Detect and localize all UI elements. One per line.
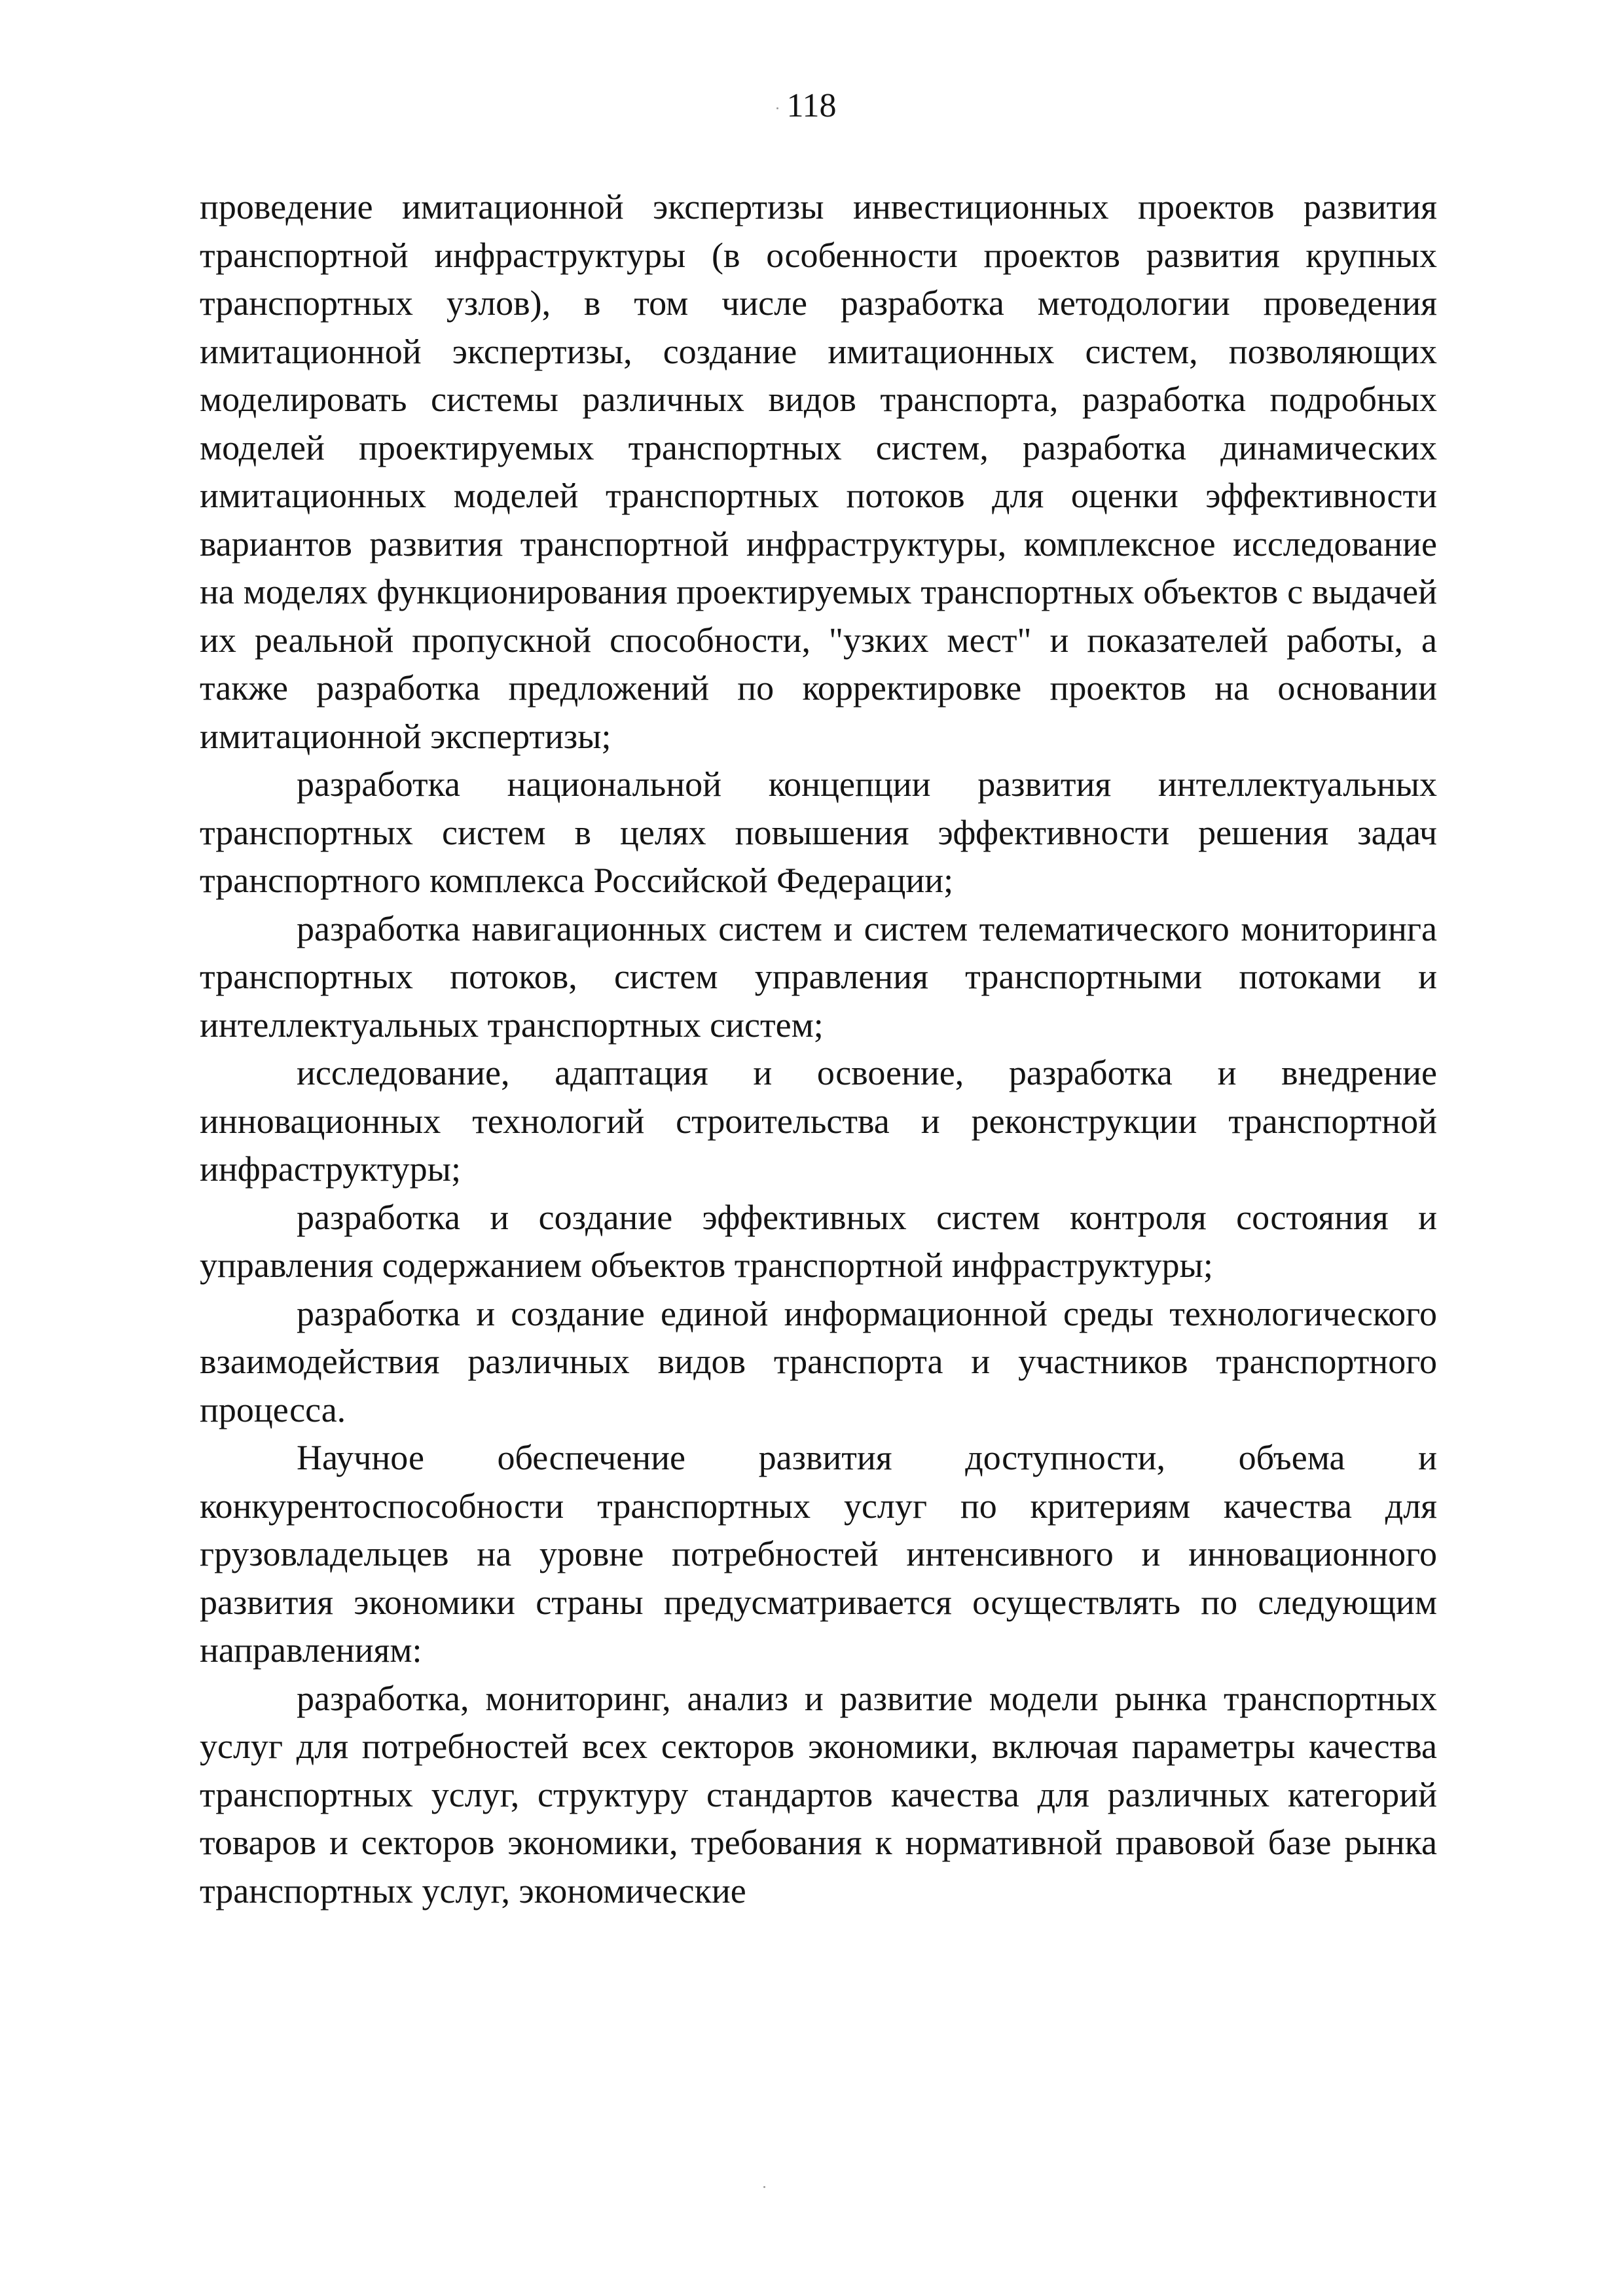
paragraph-innovative-technologies: исследование, адаптация и освоение, разработка и внедрение инновационных технологий строительства и реконструкции транспортной инфраструктуры; (200, 1053, 1437, 1189)
paragraph-information-environment: разработка и создание единой информационной среды технологического взаимодействия различных видов транспорта и участников транспортного процесса. (200, 1293, 1437, 1429)
paragraph-navigation-systems: разработка навигационных систем и систем телематического мониторинга транспортных потоков, систем управления транспортными потоками и интеллектуальных транспортных систем; (200, 908, 1437, 1045)
paragraph-intelligent-transport-concept: разработка национальной концепции развития интеллектуальных транспортных систем в целях повышения эффективности решения задач транспортного комплекса Российской Федерации; (200, 764, 1437, 900)
body-text (200, 183, 1437, 1915)
paragraph-scientific-support: Научное обеспечение развития доступности, объема и конкурентоспособности транспортных услуг по критериям качества для грузовладельцев на уровне потребностей интенсивного и инновационного развития экономики страны предусматривается осуществлять по следующим направлениям: (200, 1438, 1437, 1670)
paragraph-control-systems: разработка и создание эффективных систем контроля состояния и управления содержанием объектов транспортной инфраструктуры; (200, 1197, 1437, 1285)
paragraph-simulation-expertise: проведение имитационной экспертизы инвестиционных проектов развития транспортной инфраструктуры (в особенности проектов развития крупных транспортных узлов), в том числе разработка методологии проведения имитационной экспертизы, создание имитационных систем, позволяющих моделировать системы различных видов транспорта, разработка подробных моделей проектируемых транспортных систем, разработка динамических имитационных моделей транспортных потоков для оценки эффективности вариантов развития транспортной инфраструктуры, комплексное исследование на моделях функционирования проектируемых транспортных объектов с выдачей их реальной пропускной способности, "узких мест" и показателей работы, а также разработка предложений по корректировке проектов на основании имитационной экспертизы; (200, 187, 1437, 756)
page-number: 118 (786, 87, 837, 124)
scan-speck (763, 2186, 765, 2188)
scan-speck (776, 107, 778, 109)
paragraph-market-model: разработка, мониторинг, анализ и развитие модели рынка транспортных услуг для потребностей всех секторов экономики, включая параметры качества транспортных услуг, структуру стандартов качества для различных категорий товаров и секторов экономики, требования к нормативной правовой базе рынка транспортных услуг, экономические (200, 1678, 1437, 1910)
